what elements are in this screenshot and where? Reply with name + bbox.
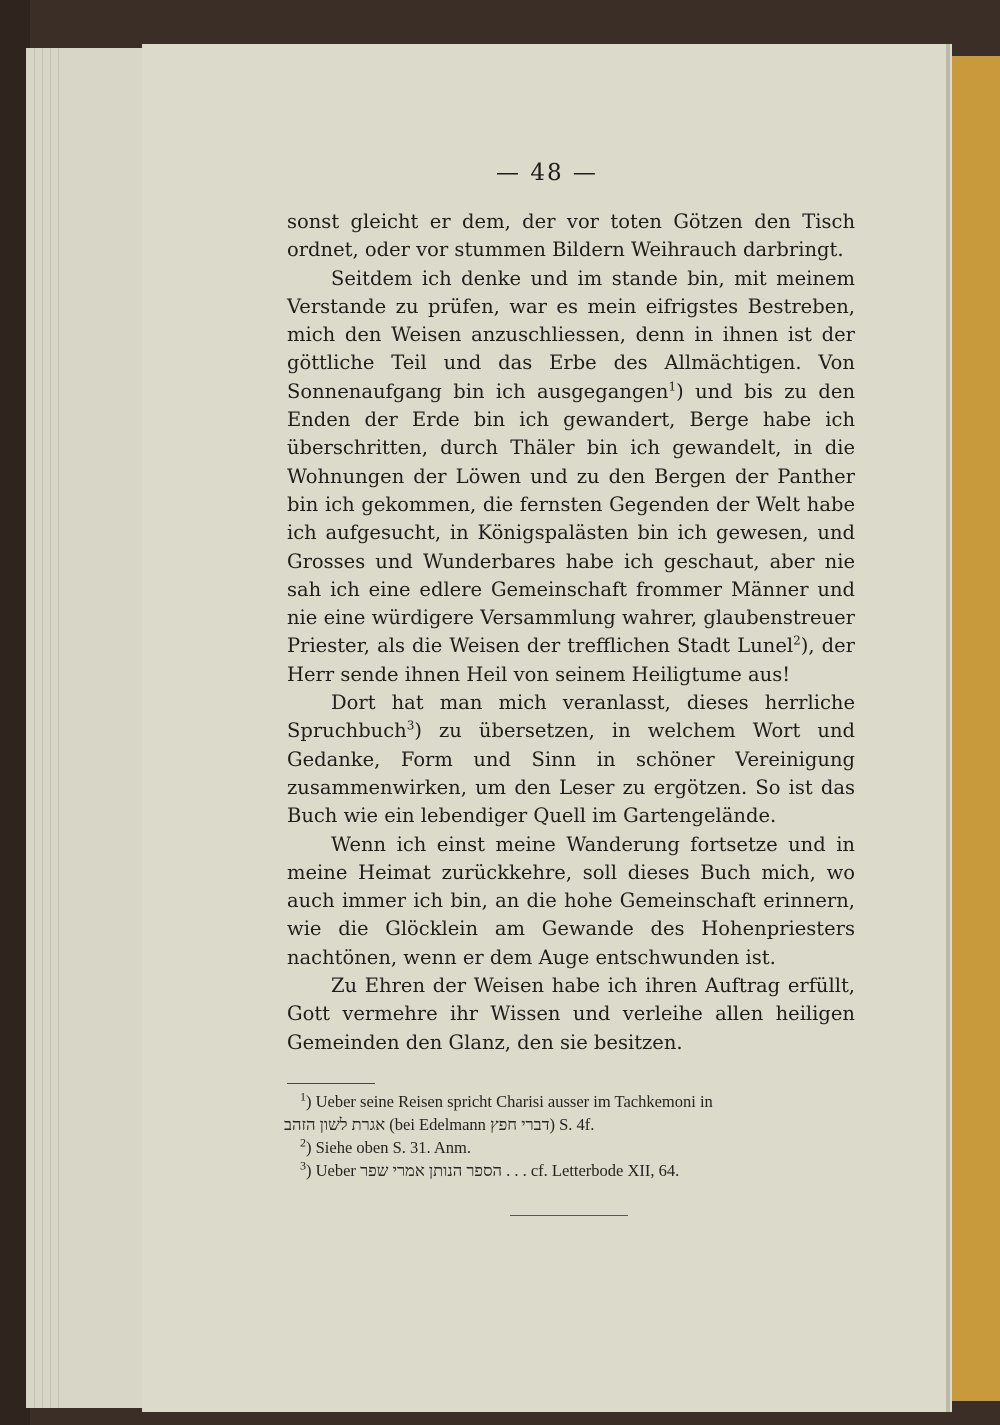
footnote-2-text: ) Siehe oben S. 31. Anm.	[306, 1138, 471, 1157]
paragraph-5: Zu Ehren der Weisen habe ich ihren Auftrag erfüllt, Gott vermehre ihr Wissen und verleihe allen heiligen Gemeinden den Glanz, den sie besitzen.	[287, 974, 855, 1054]
page-edge-line	[50, 48, 51, 1408]
page-edge-line	[42, 48, 43, 1408]
body-text	[287, 208, 855, 1057]
footnote-mark-1: 1	[668, 379, 677, 394]
end-rule	[510, 1215, 628, 1216]
paragraph-4: Wenn ich einst meine Wanderung fortsetze und in meine Heimat zurückkehre, soll dieses Buch mich, wo auch immer ich bin, an die hohe Gemeinschaft erinnern, wie die Glöcklein am Gewande des Hohenpriesters nachtönen, wenn er dem Auge entschwunden ist.	[287, 832, 855, 969]
facing-page-edge	[950, 56, 1000, 1401]
footnote-1-line-1: ) Ueber seine Reisen spricht Charisi ausser im Tachkemoni in	[306, 1092, 713, 1111]
footnote-1-mark: 1	[300, 1089, 306, 1104]
footnote-separator	[287, 1083, 375, 1084]
footnote-mark-2: 2	[793, 633, 801, 648]
paragraph-2-text-continued: ) und bis zu den Enden der Erde bin ich gewandert, Berge habe ich überschritten, durch Thäler bin ich gewandelt, in die Wohnungen der Löwen und zu den Bergen der Panther bin ich gekommen, die fernsten Gegenden der Welt habe ich aufgesucht, in Königspalästen bin ich gewesen, und Grosses und Wunderbares habe ich geschaut, aber nie sah ich eine edlere Gemeinschaft frommer Männer und nie eine würdigere Versammlung wahrer, glaubenstreuer Priester, als die Weisen der trefflichen Stadt Lunel	[287, 379, 855, 658]
footnote-2	[300, 1136, 855, 1159]
page-edge-line	[58, 48, 59, 1408]
page-gutter-shadow	[946, 44, 950, 1412]
footnote-1-continued	[284, 1113, 855, 1136]
paragraph-2-text-end: ), der Herr sende ihnen Heil von seinem Heiligtume aus!	[287, 634, 855, 686]
paragraph-3	[287, 689, 855, 830]
footnotes	[284, 1089, 855, 1182]
footnote-2-mark: 2	[300, 1135, 306, 1150]
paragraph-2	[287, 265, 855, 689]
page-number-header: — 48 —	[496, 160, 598, 186]
footnote-3	[300, 1159, 855, 1182]
paragraph-2-text: Seitdem ich denke und im stande bin, mit meinem Verstande zu prüfen, war es mein eifrigstes Bestreben, mich den Weisen anzuschliessen, denn in ihnen ist der göttliche Teil und das Erbe des Allmächtigen. Von Sonnenaufgang bin ich ausgegangen	[287, 266, 855, 403]
footnote-1-line-2: אגרת לשון הזהב (bei Edelmann דברי חפץ) S. 4f.	[284, 1115, 595, 1134]
footnote-1	[300, 1090, 855, 1113]
page-edge-line	[34, 48, 35, 1408]
footnote-3-text: ) Ueber הספר הנותן אמרי שפר . . . cf. Letterbode XII, 64.	[306, 1161, 680, 1180]
paragraph-1: sonst gleicht er dem, der vor toten Götzen den Tisch ordnet, oder vor stummen Bildern Weihrauch darbringt.	[287, 210, 855, 262]
footnote-mark-3: 3	[406, 718, 415, 733]
paragraph-3-text-continued: ) zu übersetzen, in welchem Wort und Gedanke, Form und Sinn in schöner Vereinigung zusammenwirken, um den Leser zu ergötzen. So ist das Buch wie ein lebendiger Quell im Gartengelände.	[287, 719, 855, 828]
paragraph-3-text: Dort hat man mich veranlasst, dieses herrliche Spruchbuch	[287, 691, 855, 743]
footnote-3-mark: 3	[300, 1158, 306, 1173]
